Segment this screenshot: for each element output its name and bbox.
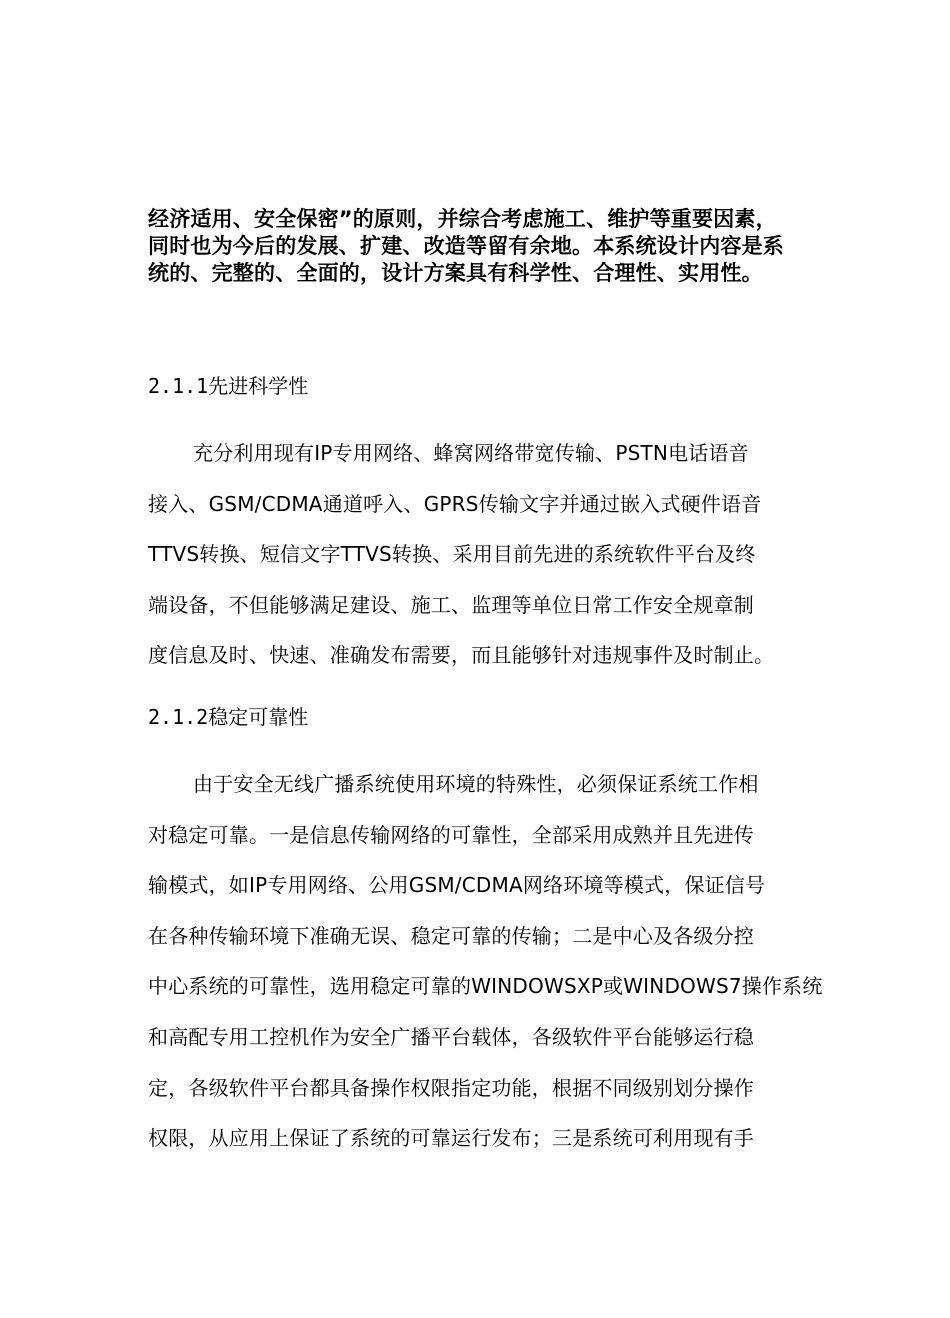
section-heading-advanced-scientific: 2.1.1先进科学性 [148, 374, 309, 398]
paragraph-line: 在各种传输环境下准确无误、稳定可靠的传输；二是中心及各级分控 [148, 923, 754, 948]
paragraph-line: TTVS转换、短信文字TTVS转换、采用目前先进的系统软件平台及终 [148, 542, 756, 567]
paragraph-line: 度信息及时、快速、准确发布需要，而且能够针对违规事件及时制止。 [148, 643, 775, 668]
paragraph-line: 权限，从应用上保证了系统的可靠运行发布；三是系统可利用现有手 [148, 1126, 754, 1151]
paragraph-line: 和高配专用工控机作为安全广播平台载体，各级软件平台能够运行稳 [148, 1024, 754, 1049]
paragraph-line: 端设备，不但能够满足建设、施工、监理等单位日常工作安全规章制 [148, 592, 754, 617]
paragraph-line: 接入、GSM/CDMA通道呼入、GPRS传输文字并通过嵌入式硬件语音 [148, 491, 762, 516]
intro-line: 同时也为今后的发展、扩建、改造等留有余地。本系统设计内容是系 [148, 234, 784, 258]
paragraph-line: 定，各级软件平台都具备操作权限指定功能，根据不同级别划分操作 [148, 1075, 754, 1100]
paragraph-line: 中心系统的可靠性，选用稳定可靠的WINDOWSXP或WINDOWS7操作系统 [148, 974, 823, 999]
paragraph-line: 充分利用现有IP专用网络、蜂窝网络带宽传输、PSTN电话语音 [193, 441, 749, 465]
intro-line: 经济适用、安全保密”的原则，并综合考虑施工、维护等重要因素， [148, 207, 777, 231]
section-1-paragraph [148, 428, 828, 681]
intro-paragraph [148, 206, 828, 287]
section-heading-stable-reliable: 2.1.2稳定可靠性 [148, 705, 309, 729]
intro-line: 统的、完整的、全面的，设计方案具有科学性、合理性、实用性。 [148, 261, 763, 285]
paragraph-line: 对稳定可靠。一是信息传输网络的可靠性，全部采用成熟并且先进传 [148, 822, 754, 847]
paragraph-line: 由于安全无线广播系统使用环境的特殊性，必须保证系统工作相 [193, 772, 759, 796]
section-2-paragraph [148, 759, 828, 1164]
paragraph-line: 输模式，如IP专用网络、公用GSM/CDMA网络环境等模式，保证信号 [148, 873, 766, 898]
